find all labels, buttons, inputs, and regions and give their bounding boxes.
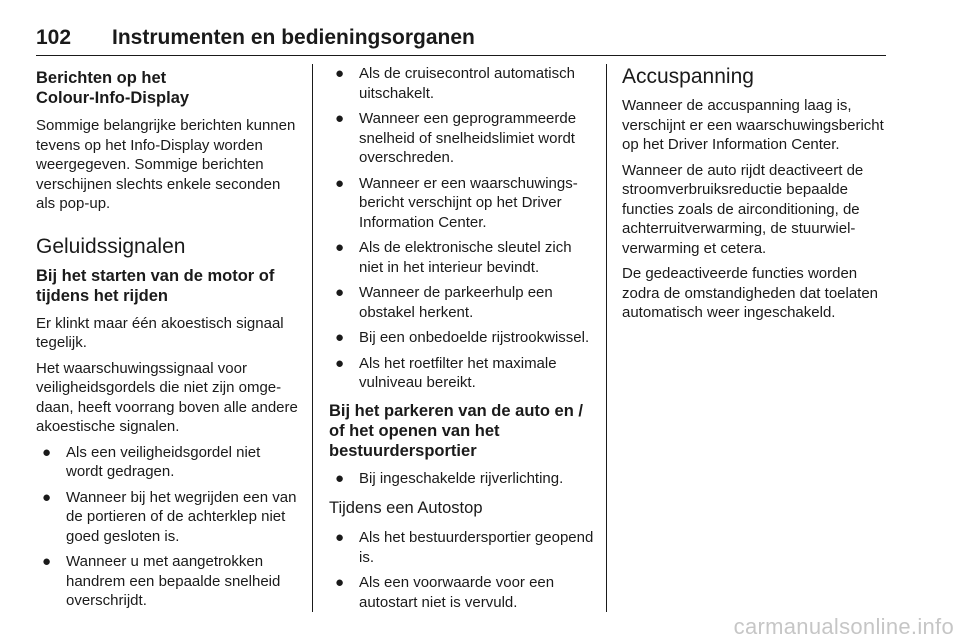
list-item-text: Als de elektronische sleutel zich niet in het interieur bevindt.: [359, 239, 572, 276]
bullet-icon: ●: [335, 574, 345, 591]
paragraph: Er klinkt maar één akoestisch signaal tegelijk.: [36, 314, 284, 351]
section-heading-colour-info-display: Berichten op het Colour-Info-Display: [36, 69, 190, 107]
section-title-geluidssignalen: Geluidssignalen: [36, 234, 186, 258]
list-item: [329, 469, 595, 489]
list-item: [36, 443, 300, 482]
bullet-icon: ●: [335, 354, 345, 372]
paragraph: Wanneer de auto rijdt deactiveert de stroomverbruiksreductie bepaalde functies zoals de airconditioning, de achterruitverwarming, de stuurwielverwarming et cetera.: [622, 161, 864, 257]
list-item: [329, 528, 595, 567]
subsection-heading: Bij het starten van de motor of tijdens het rijden: [36, 266, 275, 305]
list-item: [329, 64, 595, 103]
column-1: [36, 64, 300, 617]
list-item: [36, 488, 300, 547]
paragraph: De gedeactiveerde functies worden zodra de omstandigheden dat toelaten automatisch weer ingeschakeld.: [622, 265, 879, 321]
header-rule: [36, 55, 886, 56]
bullet-icon: ●: [42, 488, 52, 506]
page-number: 102: [36, 26, 72, 49]
list-item: [329, 283, 595, 322]
bullet-icon: ●: [335, 239, 345, 256]
list-item-text: Bij ingeschakelde rijverlichting.: [359, 469, 564, 487]
column-2: [329, 64, 595, 618]
list-item-text: Als het roetfilter het maximale vulniveau bereikt.: [359, 354, 557, 391]
page-header: [36, 26, 475, 50]
list-item: [36, 552, 300, 611]
column-divider-1: [312, 64, 313, 612]
subsection-heading-parkeren: Bij het parkeren van de auto en / of het openen van het bestuurdersportier: [329, 401, 583, 460]
list-item-text: Bij een onbedoelde rijstrookwissel.: [359, 329, 590, 346]
bullet-icon: ●: [335, 110, 345, 127]
list-item: [329, 573, 595, 612]
bullet-icon: ●: [42, 553, 52, 570]
chapter-title: Instrumenten en bedieningsorganen: [112, 26, 475, 49]
paragraph: Wanneer de accuspanning laag is, verschijnt er een waarschuwingsbericht op het Driver Information Center.: [622, 97, 884, 153]
list-item: [329, 354, 595, 393]
list-item: [329, 174, 595, 233]
list-item: [329, 328, 595, 348]
bullet-icon: ●: [335, 469, 345, 487]
section-title-accuspanning: Accuspanning: [622, 65, 754, 88]
list-item-text: Als de cruisecontrol automatisch uitschakelt.: [359, 65, 575, 102]
bullet-list: [329, 64, 595, 393]
list-item-text: Wanneer bij het wegrijden een van de portieren of de achterklep niet goed gesloten is.: [66, 488, 297, 545]
list-item-text: Wanneer u met aangetrokken handrem een bepaalde snelheid overschrijdt.: [66, 553, 281, 609]
subsection-heading-autostop: Tijdens een Autostop: [329, 499, 483, 517]
paragraph: Het waarschuwingssignaal voor veiligheidsgordels die niet zijn omgedaan, heeft voorrang boven alle andere akoestische signalen.: [36, 359, 298, 435]
bullet-icon: ●: [335, 174, 345, 192]
list-item: [329, 238, 595, 277]
list-item: [329, 109, 595, 168]
bullet-icon: ●: [335, 529, 345, 546]
list-item-text: Als een voorwaarde voor een autostart niet is vervuld.: [359, 574, 555, 611]
bullet-list: [329, 469, 595, 489]
list-item-text: Als het bestuurdersportier geopend is.: [359, 529, 594, 566]
list-item-text: Als een veiligheidsgordel niet wordt gedragen.: [66, 443, 261, 480]
bullet-list: [36, 443, 300, 611]
bullet-icon: ●: [335, 284, 345, 301]
column-3: [622, 64, 886, 329]
list-item-text: Wanneer een geprogrammeerde snelheid of snelheidslimiet wordt overschreden.: [359, 110, 577, 166]
bullet-icon: ●: [335, 329, 345, 346]
list-item-text: Wanneer de parkeerhulp een obstakel herkent.: [359, 284, 553, 321]
paragraph: Sommige belangrijke berichten kunnen tevens op het Info-Display worden weergegeven. Sommige berichten verschijnen slechts enkele seconden als pop-up.: [36, 117, 296, 212]
watermark: carmanualsonline.info: [733, 614, 954, 639]
bullet-icon: ●: [42, 443, 52, 461]
bullet-icon: ●: [335, 65, 345, 82]
bullet-list: [329, 528, 595, 612]
list-item-text: Wanneer er een waarschuwingsbericht verschijnt op het Driver Information Center.: [359, 174, 578, 231]
column-divider-2: [606, 64, 607, 612]
